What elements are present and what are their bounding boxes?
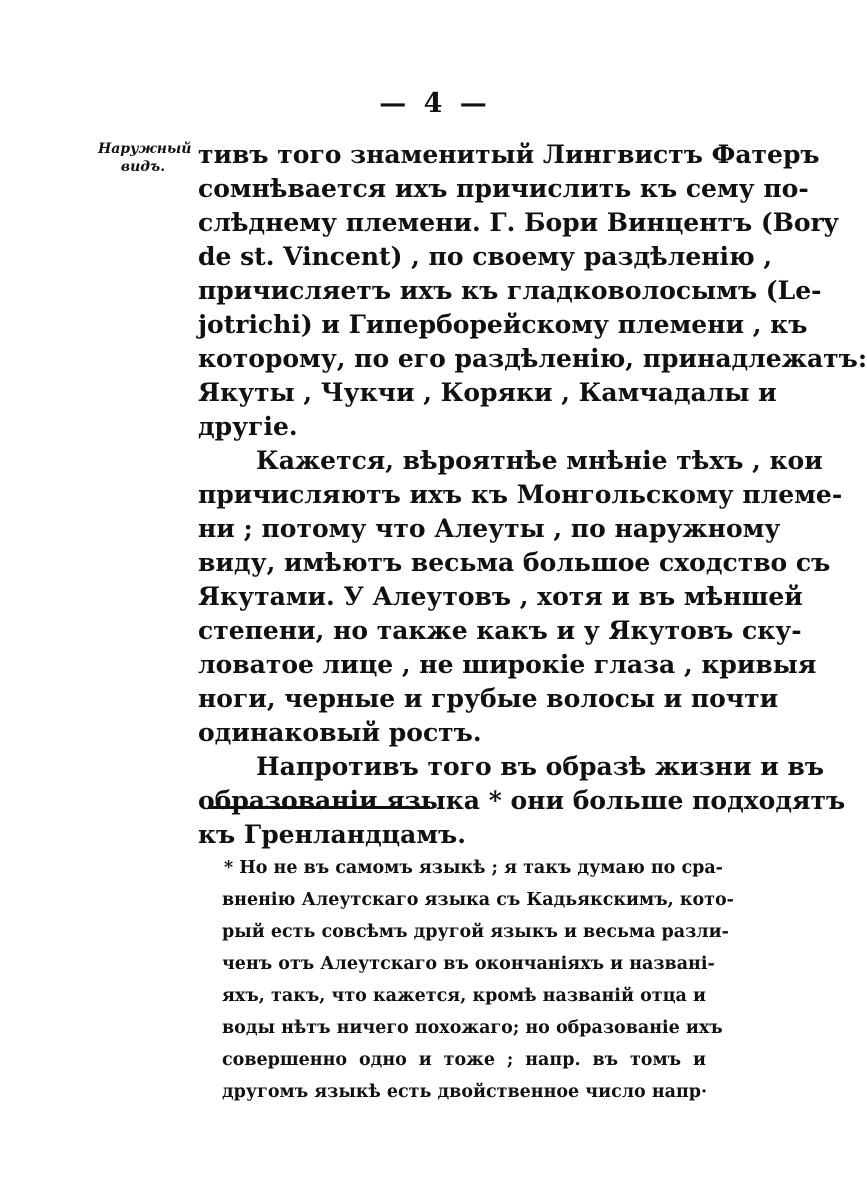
paragraph xyxy=(198,444,843,750)
text-line: одинаковый ростъ. xyxy=(198,718,482,747)
text-line: степени, но также какъ и у Якутовъ ску- xyxy=(198,616,802,645)
text-line: Кажется, вѣроятнѣе мнѣніе тѣхъ , кои xyxy=(256,446,823,475)
text-line: Напротивъ того въ образѣ жизни и въ xyxy=(256,752,825,781)
text-line: тивъ того знаменитый Лингвистъ Фатеръ xyxy=(198,140,820,169)
page-number: — 4 — xyxy=(379,88,491,119)
margin-note-line: Наружный xyxy=(98,141,192,157)
text-line: слѣднему племени. Г. Бори Винцентъ (Bory xyxy=(198,208,839,237)
text-line: къ Гренландцамъ. xyxy=(198,820,466,849)
footnote xyxy=(222,852,734,1108)
footnote-line: совершенно одно и тоже ; напр. въ томъ и xyxy=(222,1050,706,1070)
text-line: jotrichi) и Гиперборейскому племени , къ xyxy=(198,310,808,339)
footnote-line: воды нѣтъ ничего похожаго; но образованіе ихъ xyxy=(222,1018,723,1038)
text-line: Якуты , Чукчи , Коряки , Камчадалы и xyxy=(198,378,777,407)
paragraph xyxy=(198,750,846,852)
text-line: de st. Vincent) , по своему раздѣленію , xyxy=(198,242,773,271)
text-line: причисляютъ ихъ къ Монгольскому племе- xyxy=(198,480,843,509)
footnote-line: другомъ языкѣ есть двойственное число напр· xyxy=(222,1082,708,1102)
text-line: которому, по его раздѣленію, принадлежатъ: xyxy=(198,344,867,373)
main-text xyxy=(198,138,867,852)
text-line: ноги, черные и грубые волосы и почти xyxy=(198,684,779,713)
footnote-line: яхъ, такъ, что кажется, кромѣ названій отца и xyxy=(222,986,706,1006)
footnote-line: рый есть совсѣмъ другой языкъ и весьма разли- xyxy=(222,922,729,942)
paragraph xyxy=(198,138,867,444)
text-line: образованіи языка * они больше подходятъ xyxy=(198,786,846,815)
margin-note-line: видъ. xyxy=(120,159,166,175)
footnote-line: вненію Алеутскаго языка съ Кадьякскимъ, кото- xyxy=(222,890,734,910)
text-line: Якутами. У Алеутовъ , хотя и въ мѣншей xyxy=(198,582,803,611)
footnote-line: * Но не въ самомъ языкѣ ; я такъ думаю по сра- xyxy=(224,858,723,878)
text-line: другіе. xyxy=(198,412,298,441)
text-line: ни ; потому что Алеуты , по наружному xyxy=(198,514,781,543)
text-line: ловатое лице , не широкіе глаза , кривыя xyxy=(198,650,817,679)
text-line: виду, имѣютъ весьма большое сходство съ xyxy=(198,548,831,577)
text-line: сомнѣвается ихъ причислить къ сему по- xyxy=(198,174,809,203)
text-line: причисляетъ ихъ къ гладковолосымъ (Le- xyxy=(198,276,822,305)
footnote-line: ченъ отъ Алеутскаго въ окончаніяхъ и названі- xyxy=(222,954,715,974)
footnote-rule xyxy=(208,806,430,809)
margin-note xyxy=(98,140,192,176)
